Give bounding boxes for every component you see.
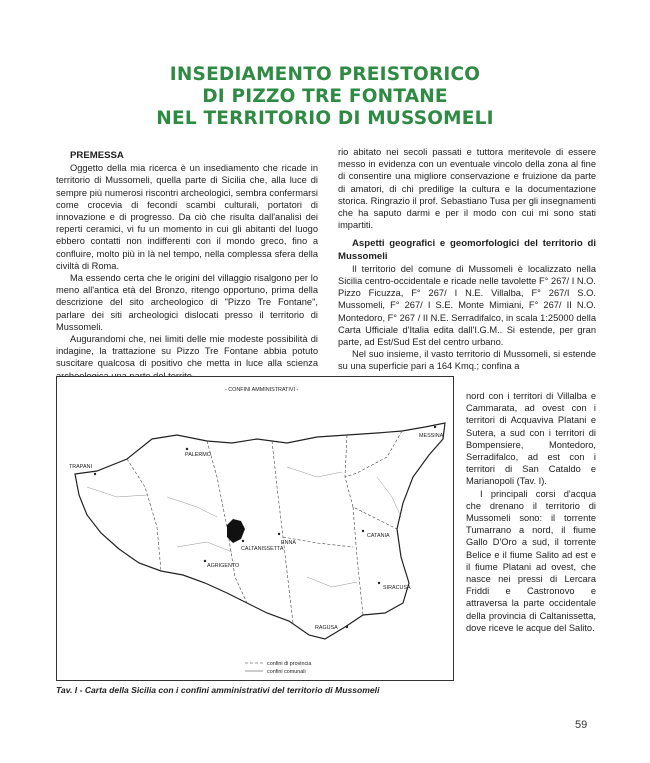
paragraph: Augurandomi che, nei limiti delle mie modeste possibilità di indagine, la trattazione su Pizzo Tre Fontane abbia potuto suscitare qualcosa di positivo che metta in luce alla scienza	[56, 334, 318, 369]
map-label-agrigento: AGRIGENTO	[207, 563, 240, 569]
paragraph: rio abitato nei secoli passati e tuttora meritevole di essere messo in evidenza con un eventuale vincolo della zona al fine di consentire una migliore conservazione e fruizione da parte di amatori, di chi predilige la cultura e la documentazione storica. Ringrazio il prof. Sebastiano Tusa per gli insegnamenti che ha saputo darmi e per il modo con cui mi sono stati impartiti.	[338, 147, 596, 231]
island-outline	[75, 423, 445, 639]
map-label-messina: MESSINA	[419, 433, 444, 439]
page-number: 59	[575, 719, 588, 731]
map-label-palermo: PALERMO	[185, 452, 211, 458]
section-heading-aspetti: Aspetti geografici e geomorfologici del territorio di Mussomeli	[338, 238, 596, 262]
title-line-1: INSEDIAMENTO PREISTORICO	[169, 64, 481, 85]
figure-caption: Tav. I - Carta della Sicilia con i confini amministrativi del territorio di Mussomeli	[56, 685, 380, 695]
map-label-enna: ENNA	[281, 540, 296, 546]
map-label-siracusa: SIRACUSA	[383, 585, 411, 591]
sicily-map	[57, 377, 455, 682]
map-label-caltanissetta: CALTANISSETTA	[241, 546, 284, 552]
paragraph: Ma essendo certa che le origini del villaggio risalgono per lo meno all'antica età del Bronzo, ritengo opportuno, prima della descrizione del sito archeologico di "Pizzo Tre Fontane", parlare dei siti archeologici dislocati presso il territorio di Mussomeli.	[56, 273, 318, 332]
paragraph: Oggetto della mia ricerca è un insediamento che ricade in territorio di Mussomeli, quella parte di Sicilia che, alla luce di sempre più numerosi riscontri archeologici, sembra confermarsi come crocevia di fecondi scambi culturali, portatori di innovazione e di progresso. Da ciò che risulta dall'analisi dei reperti ceramici, vi fu un momento in cui gli abitanti del luogo ebbero contatti non indifferenti con il mondo greco, fino a confluire, molto più in là nel tempo, nella complessa sfera della civiltà di Roma.	[56, 163, 318, 271]
city-markers	[94, 426, 436, 628]
province-borders	[127, 431, 402, 623]
svg-text:confini di provincia: confini di provincia	[267, 661, 312, 667]
sicily-map-figure	[56, 376, 454, 681]
map-header: - CONFINI AMMINISTRATIVI -	[225, 387, 299, 393]
section-heading-premessa: PREMESSA	[70, 150, 124, 161]
title-line-3: NEL TERRITORIO DI MUSSOMELI	[156, 108, 494, 129]
right-column	[338, 146, 596, 373]
right-narrow-column	[466, 390, 596, 634]
svg-text:confini comunali: confini comunali	[267, 669, 306, 675]
mussomeli-territory	[227, 519, 245, 543]
paragraph: Il territorio del comune di Mussomeli è localizzato nella Sicilia centro-occidentale e ricade nelle tavolette F° 267/ I N.O. Pizzo Ficuzza, F° 267/ I N.E. Villalba, F° 267/I S.O. Mussomeli, F° 267/ I S.E. Monte Mimiani, F° 267/ II N.O. Montedoro, F° 267 / II N.E. Serradifalco, in scala 1:25000 della Carta Ufficiale d'Italia edita dall'I.G.M.. Si estende, per gran parte, ad Est/Sud Est del centro urbano.	[338, 263, 596, 348]
map-label-trapani: TRAPANI	[69, 464, 92, 470]
article-title	[0, 64, 650, 130]
title-line-2: DI PIZZO TRE FONTANE	[202, 86, 448, 107]
map-label-catania: CATANIA	[367, 533, 390, 539]
left-column	[56, 150, 318, 382]
paragraph: Nel suo insieme, il vasto territorio di Mussomeli, si estende su una superficie pari a 164 Kmq.; confina a	[338, 349, 596, 372]
paragraph: I principali corsi d'acqua che drenano il territorio di Mussomeli sono: il torrente Tumarrano a nord, il fiume Gallo D'Oro a sud, il torrente Belice e il fiume Salito ad est e il fiume Platani ad ovest, che nasce nei pressi di Lercara Friddi e Castronovo e attraversa la parte occidentale della provincia di Caltanissetta, dove riceve le acque del Salito.	[466, 488, 596, 633]
paragraph: nord con i territori di Villalba e Cammarata, ad ovest con i territori di Acquaviva Platani e Sutera, a sud con i territori di Bompensiere, Montedoro, Serradifalco, ad est con i territori di San Cataldo e Marianopoli (Tav. I).	[466, 391, 596, 487]
map-legend	[245, 661, 311, 675]
map-label-ragusa: RAGUSA	[315, 625, 338, 631]
